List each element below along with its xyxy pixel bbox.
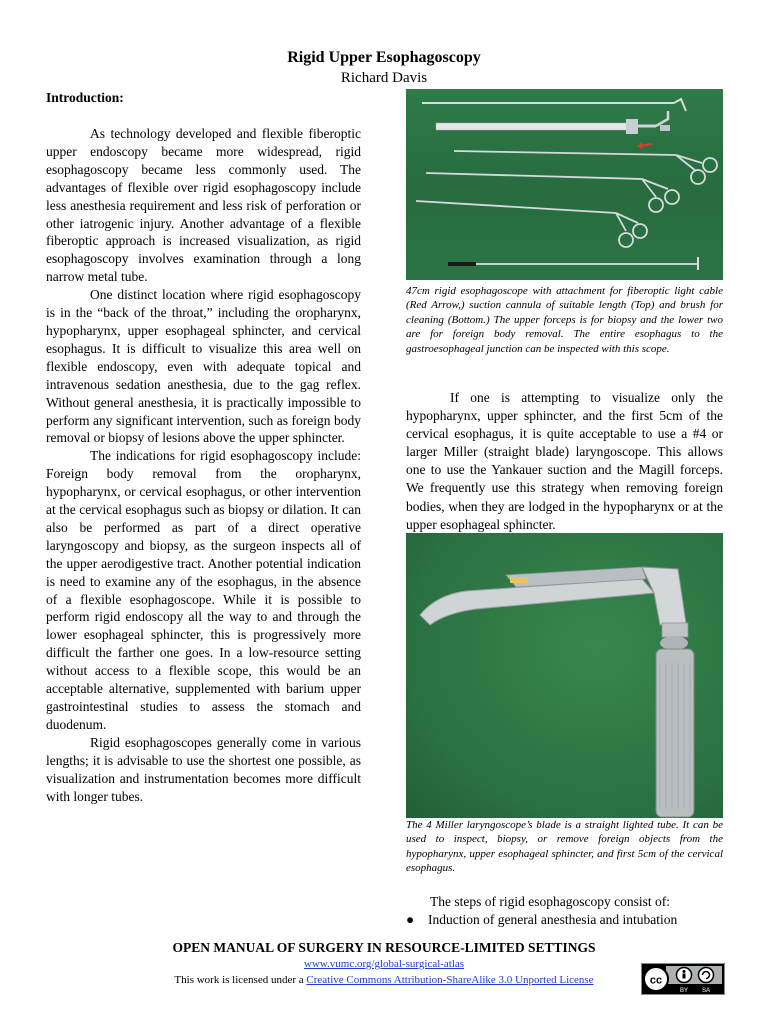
license-prefix: This work is licensed under a [174, 974, 307, 986]
intro-paragraph-3: The indications for rigid esophagoscopy include: Foreign body removal from the oropharynx, hypopharynx, or cervical esophagus, or other intervention at the cervical esophagus such as biopsy or dilation. It can also be performed as part of a direct operative laryngoscopy and biopsy, as the surgeon inspects all of the upper aerodigestive tract. Another potential indication is need to examine any of the esophagus, in the absence of a flexible esophagoscope. While it is possible to perform rigid endoscopy all the way to and through the lower esophageal sphincter, this is progressively more difficult the farther one goes. In a low-resource setting without access to a flexible scope, this would be an acceptable alternative, supplemented with barium upper gastrointestinal studies to assess the stomach and duodenum. [46, 448, 361, 732]
footer-url-link[interactable]: www.vumc.org/global-surgical-atlas [303, 958, 465, 970]
license-link[interactable]: Creative Commons Attribution-ShareAlike 3.0 Unported License [306, 974, 594, 986]
author-name: Richard Davis [340, 70, 428, 86]
right-column [406, 89, 723, 280]
badge-by-label: BY [679, 988, 689, 994]
intro-heading: Introduction: [46, 90, 124, 105]
laryngoscope-photo [406, 533, 723, 818]
svg-text:cc: cc [649, 974, 663, 987]
document-title: Rigid Upper Esophagoscopy [287, 49, 481, 66]
bullet-icon: ● [406, 912, 415, 927]
steps-intro: The steps of rigid esophagoscopy consist of: [430, 894, 670, 909]
figure2-caption: The 4 Miller laryngoscope’s blade is a straight lighted tube. It can be used to inspect, biopsy, or remove foreign objects from the hypopharynx, upper esophageal sphincter, and first 5cm of the cervical esophagus. [406, 819, 723, 875]
intro-paragraph-4: Rigid esophagoscopes generally come in various lengths; it is advisable to use the shortest one possible, as visualization and instrumentation becomes more difficult with longer tubes. [46, 734, 361, 804]
figure1-caption: 47cm rigid esophagoscope with attachment for fiberoptic light cable (Red Arrow,) suction cannula of suitable length (Top) and brush for cleaning (Bottom.) The upper forceps is for biopsy and the lower two are for foreign body removal. The entire esophagus to the gastroesophageal junction can be inspected with this scope. [406, 285, 723, 355]
miller-laryngoscope-illustration [406, 533, 723, 818]
cc-by-sa-icon [642, 964, 724, 994]
esophagoscope-instruments-illustration [406, 89, 723, 280]
step-list-item [406, 911, 723, 929]
intro-paragraph-2: One distinct location where rigid esophagoscopy is in the “back of the throat,” including the oropharynx, hypopharynx, upper esophageal sphincter, and cervical esophagus. It is difficult to visualize this area well on flexible endoscopy, even with adequate topical and intravenous sedation anesthesia, due to the gag reflex. Without general anesthesia, it is practically impossible to perform any significant intervention, such as foreign body removal or biopsy of lesions above the upper sphincter. [46, 287, 361, 446]
esophagoscope-photo [406, 89, 723, 280]
badge-sa-label: SA [701, 988, 711, 994]
footer-title: OPEN MANUAL OF SURGERY IN RESOURCE-LIMITED SETTINGS [172, 940, 596, 955]
intro-paragraph-1: As technology developed and flexible fiberoptic upper endoscopy became more widespread, rigid esophagoscopy became less commonly used. The advantages of flexible over rigid esophagoscopy include less anesthesia requirement and less risk of perforation or other iatrogenic injury. Another advantage of a flexible fiberoptic approach is increased visualization, as rigid esophagoscopy involves examination through a long narrow metal tube. [46, 126, 361, 285]
step-text: Induction of general anesthesia and intubation [428, 912, 678, 927]
cc-license-badge[interactable] [641, 963, 725, 995]
laryngoscope-paragraph: If one is attempting to visualize only the hypopharynx, upper sphincter, and the first 5cm of the cervical esophagus, it is quite acceptable to use a #4 or larger Miller (straight blade) laryngoscope. This allows one to use the Yankauer suction and the Magill forceps. We frequently use this strategy when removing foreign bodies, when they are lodged in the hypopharynx or at the upper esophageal sphincter. [406, 390, 723, 532]
left-column [46, 89, 361, 805]
